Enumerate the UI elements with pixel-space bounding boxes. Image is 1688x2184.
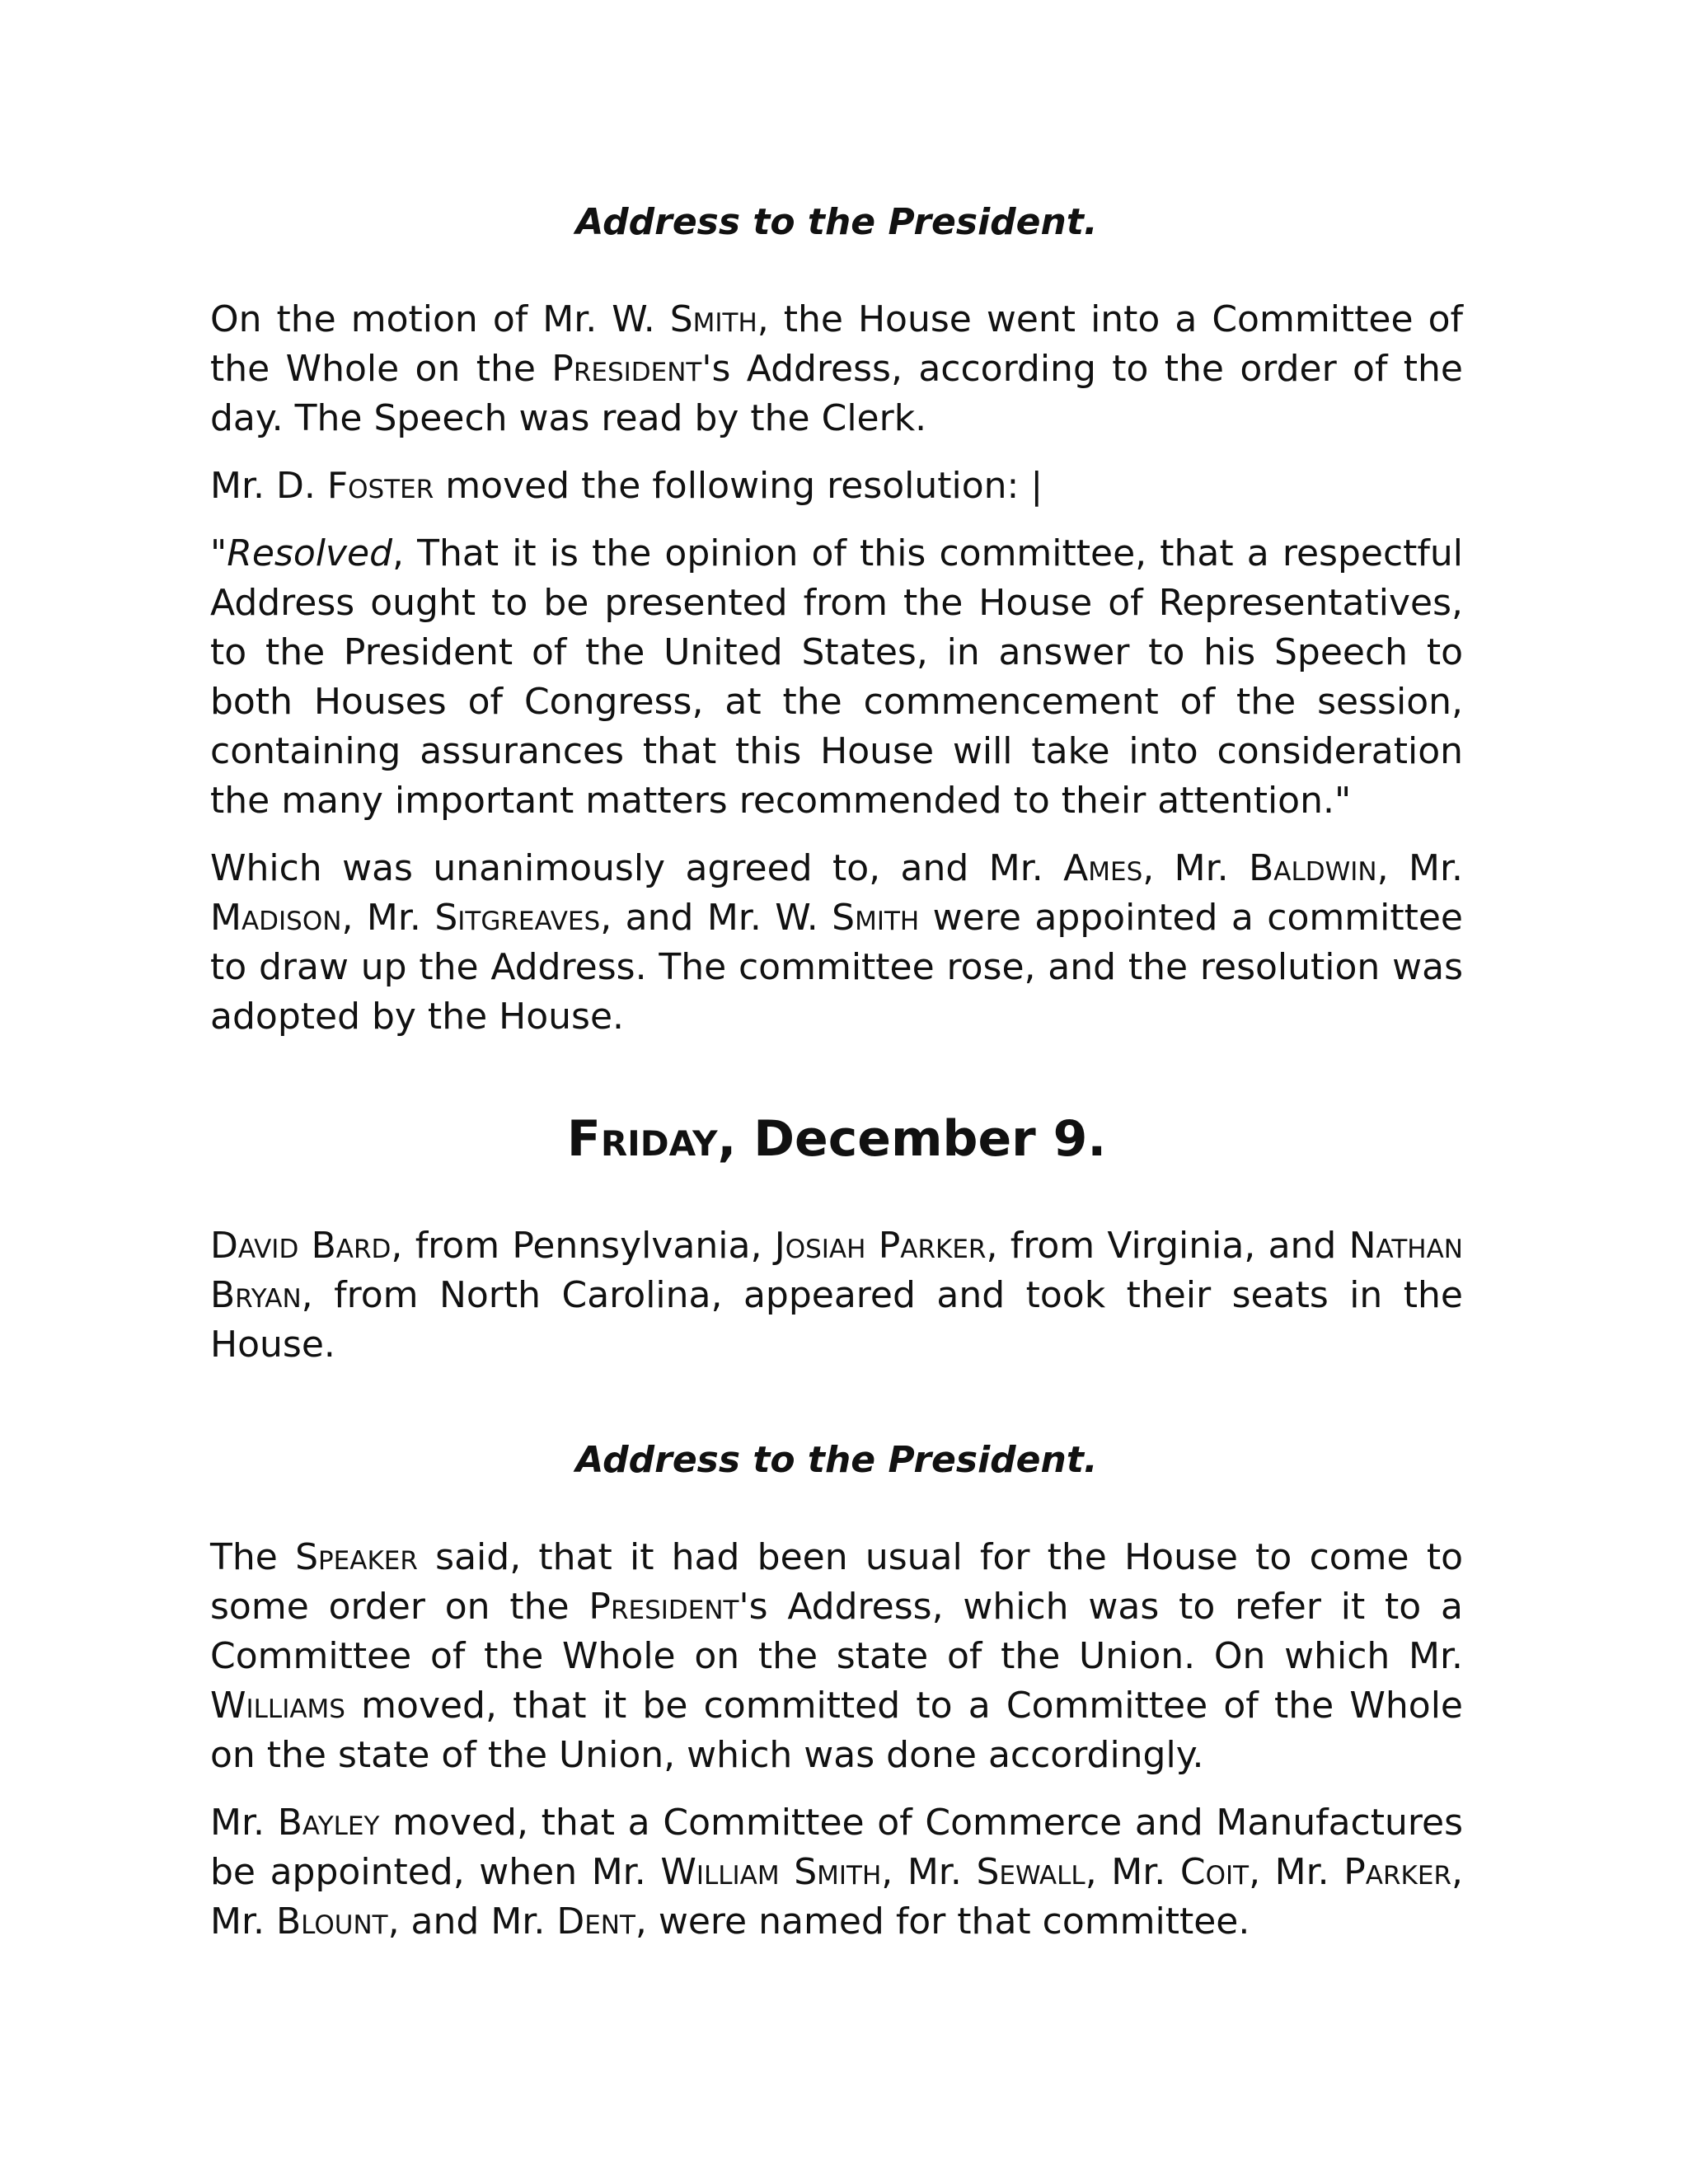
name-williams: Williams (210, 1685, 345, 1727)
name-foster: Foster (326, 465, 434, 507)
paragraph-members-seated: David Bard, from Pennsylvania, Josiah Parker, from Virginia, and Nathan Bryan, from North Carolina, appeared and took their seats in the House. (210, 1225, 1463, 1366)
name-speaker: Speaker (295, 1536, 418, 1578)
day-heading (210, 1106, 1463, 1172)
paragraph-foster: Mr. D. Foster moved the following resolution: | (210, 465, 1043, 507)
paragraph-speaker: The Speaker said, that it had been usual for the House to come to some order on the President's Address, which was to refer it to a Committee of the Whole on the state of the Union. On which Mr. Williams moved, that it be committed to a Committee of the Whole on the state of the Union, which was done accordingly. (210, 1536, 1464, 1776)
name-ames: Ames (1063, 847, 1143, 889)
section-heading: Address to the President. (575, 1439, 1098, 1481)
name-madison: Madison (210, 897, 342, 939)
day-name: Friday (566, 1110, 718, 1168)
name-bayley: Bayley (277, 1802, 380, 1844)
name-president: President (551, 348, 702, 390)
name-bard: David Bard (210, 1225, 392, 1267)
name-smith: Smith (832, 897, 920, 939)
name-bryan: Nathan Bryan (210, 1225, 1463, 1316)
name-parker: Parker (1343, 1851, 1451, 1893)
name-sitgreaves: Sitgreaves (434, 897, 601, 939)
name-coit: Coit (1179, 1851, 1250, 1893)
name-sewall: Sewall (976, 1851, 1085, 1893)
section-heading: Address to the President. (575, 201, 1098, 243)
resolved-word: Resolved (227, 532, 392, 574)
name-baldwin: Baldwin (1249, 847, 1377, 889)
name-smith: Smith (669, 298, 757, 340)
paragraph-committee: Which was unanimously agreed to, and Mr. Ames, Mr. Baldwin, Mr. Madison, Mr. Sitgreaves, and Mr. W. Smith were appointed a committee to draw up the Address. The committee rose, and the resolution was adopted by the House. (210, 847, 1464, 1038)
paragraph-commerce-committee: Mr. Bayley moved, that a Committee of Commerce and Manufactures be appointed, when Mr. William Smith, Mr. Sewall, Mr. Coit, Mr. Parker, Mr. Blount, and Mr. Dent, were named for that committee. (210, 1802, 1463, 1943)
day-date: , December 9. (717, 1110, 1107, 1168)
name-blount: Blount (276, 1900, 388, 1943)
name-parker: Josiah Parker (774, 1225, 987, 1267)
name-president: President (588, 1586, 739, 1628)
document-page (210, 198, 1463, 1965)
paragraph-resolution: "Resolved, That it is the opinion of this committee, that a respectful Address ought to be presented from the House of Representatives, to the President of the United States, in answer to his Speech to both Houses of Congress, at the commencement of the session, containing assurances that this House will take into consideration the many important matters recommended to their attention." (210, 532, 1463, 822)
name-dent: Dent (556, 1900, 635, 1943)
paragraph-motion: On the motion of Mr. W. Smith, the House went into a Committee of the Whole on the President's Address, according to the order of the day. The Speech was read by the Clerk. (210, 298, 1463, 439)
name-william-smith: William Smith (660, 1851, 882, 1893)
